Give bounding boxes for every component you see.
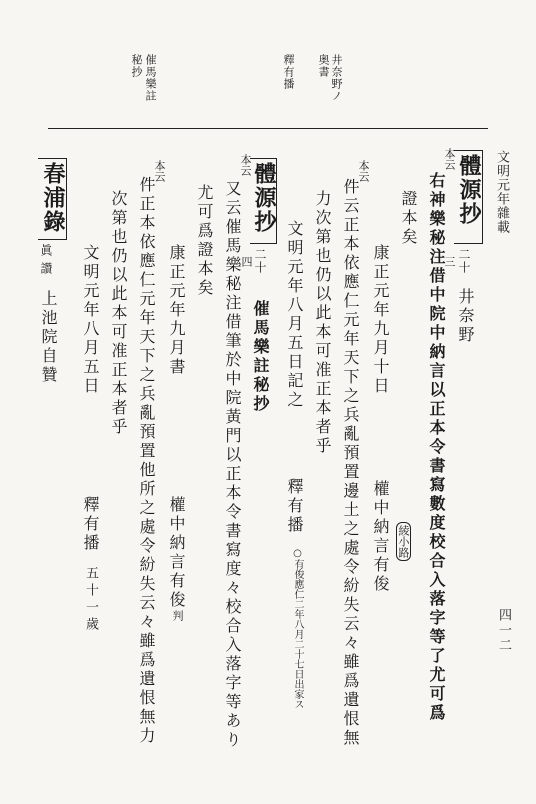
top-note-saibara: 催馬樂註 — [144, 54, 157, 102]
entry2-line2: 尤可爲證本矣 — [195, 184, 214, 298]
entry3-line1: 上池院自贊 — [39, 290, 58, 385]
entry1-num: 二十 — [457, 248, 471, 274]
top-note-okugaki: 奥書 — [317, 54, 330, 78]
entry2-marker: 本云 — [239, 154, 252, 176]
entry2-source-title: 體源抄 — [251, 162, 277, 234]
entry1-line6: 文明元年八月五日記之 — [285, 220, 304, 410]
entry1-line5: 力次第也仍以此本可准正本者乎 — [313, 190, 332, 456]
top-note-inano: 井奈野ノ — [330, 54, 343, 102]
entry2-line6-age: 五十一歲 — [83, 566, 98, 634]
entry1-source-title: 體源抄 — [456, 154, 482, 226]
entry1-line3: 康正元年九月十日 — [371, 244, 390, 396]
entry2-line4-marker: 本云 — [153, 160, 166, 182]
entry1-author: 井奈野 — [456, 288, 475, 345]
entry2-line3: 康正元年九月書 — [167, 244, 186, 377]
entry3-sub: 眞讚 — [39, 244, 53, 280]
entry2-line3-sign: 權中納言有俊 — [167, 496, 186, 610]
entry1-marker: 本云 — [443, 148, 456, 170]
top-rule — [48, 128, 488, 129]
running-title: 文明元年雜載 — [494, 150, 509, 234]
entry2-line4: 件正本依應仁元年天下之兵亂預置他所之處令紛失云々雖爲遺恨無力 — [137, 176, 156, 746]
top-note-shaku: 釋有播 — [282, 54, 295, 90]
entry1-line1: 右神樂秘注借中院中納言以正本令書寫數度校合入落字等了尤可爲 — [427, 172, 446, 723]
entry2-line6-sign: 釋有播 — [81, 496, 100, 553]
entry2-line3-sign-tail: 判 — [171, 610, 184, 621]
entry1-line2: 證本矣 — [399, 190, 418, 247]
entry1-line6-sign: 釋有播 — [285, 478, 304, 535]
entry2-line1: 又云催馬樂秘注借筆於中院黃門以正本令書寫度々校合入落字等あり — [223, 180, 242, 750]
page-number: 四一二 — [496, 608, 511, 653]
entry2-num-sub: 四 — [240, 256, 253, 267]
entry2-line6: 文明元年八月五日 — [81, 244, 100, 396]
entry1-line4: 件云正本依應仁元年天下之兵亂預置邊土之處令紛失云々雖爲遺恨無 — [341, 178, 360, 748]
entry2-num: 二十 — [253, 248, 267, 274]
entry3-source-title: 春浦錄 — [40, 162, 66, 234]
entry1-sign-note: 綾小路 — [396, 522, 411, 561]
top-note-hisho: 秘抄 — [130, 54, 143, 78]
entry1-num-sub: 三 — [443, 256, 456, 267]
entry1-line4-marker: 本云 — [357, 160, 370, 182]
entry1-line3-sign: 權中納言有俊 — [371, 480, 390, 594]
entry1-line6-note: ○有俊應仁二年八月二十七日出家ス — [292, 548, 303, 709]
entry2-line5: 次第也仍以此本可准正本者乎 — [109, 190, 128, 437]
entry2-title: 催馬樂註秘抄 — [251, 300, 270, 414]
